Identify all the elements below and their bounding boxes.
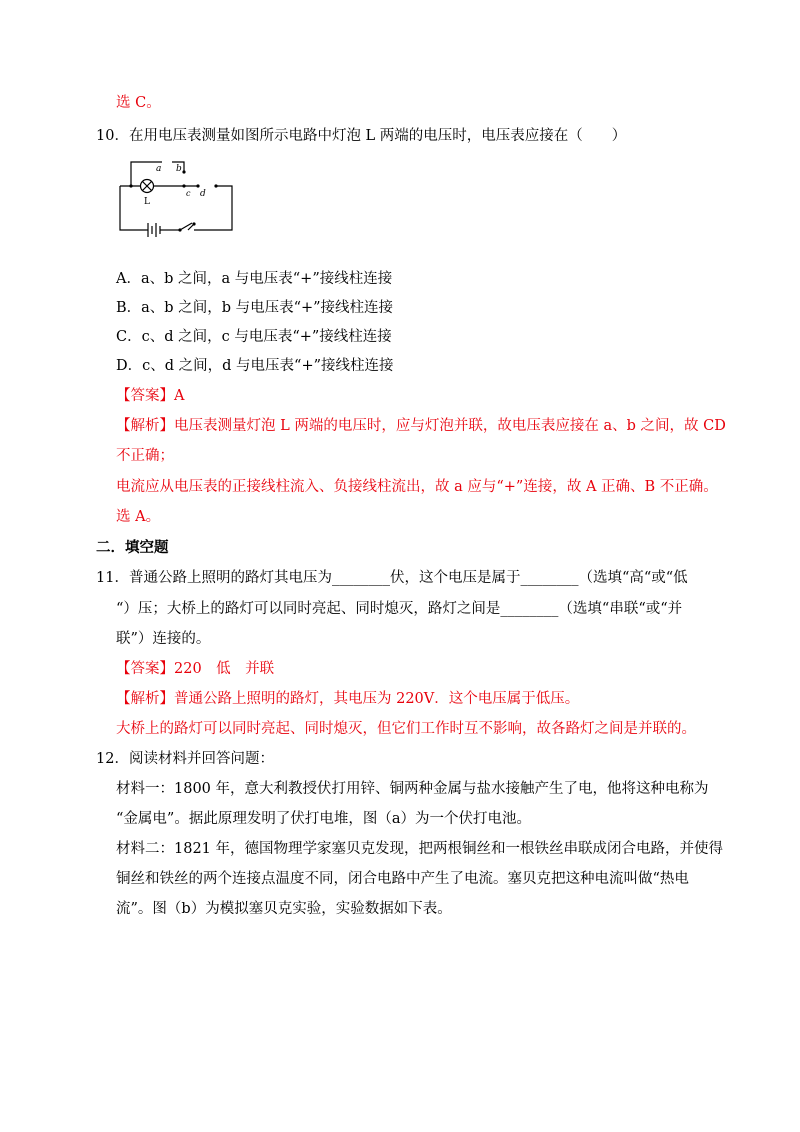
label-b: b xyxy=(176,164,182,174)
q11-stem-3: 联”）连接的。 xyxy=(116,631,211,647)
q12-material-4: 铜丝和铁丝的两个连接点温度不同，闭合电路中产生了电流。塞贝克把这种电流叫做“热电 xyxy=(116,871,689,887)
q10-analysis-1: 【解析】电压表测量灯泡 L 两端的电压时，应与灯泡并联，故电压表应接在 a、b 之间，故 CD xyxy=(116,418,726,434)
q11-stem-1: 11．普通公路上照明的路灯其电压为________伏，这个电压是属于________（选填“高“或“低 xyxy=(96,570,688,586)
label-d: d xyxy=(200,189,206,199)
q12-material-1: 材料一：1800 年，意大利教授伏打用锌、铜两种金属与盐水接触产生了电，他将这种电称为 xyxy=(116,781,709,797)
q10-analysis-2: 不正确； xyxy=(116,448,174,464)
label-a: a xyxy=(156,164,162,174)
label-L: L xyxy=(144,197,150,207)
q10-stem: 10．在用电压表测量如图所示电路中灯泡 L 两端的电压时，电压表应接在（ ） xyxy=(96,128,627,144)
q10-analysis-4: 选 A。 xyxy=(116,509,161,525)
q11-stem-2: “）压；大桥上的路灯可以同时亮起、同时熄灭，路灯之间是________（选填“串联“或“并 xyxy=(116,601,683,617)
q12-material-5: 流”。图（b）为模拟塞贝克实验，实验数据如下表。 xyxy=(116,901,452,917)
q10-answer: 【答案】A xyxy=(116,388,185,404)
q10-option-b: B．a、b 之间，b 与电压表“+”接线柱连接 xyxy=(116,300,394,316)
q12-material-3: 材料二：1821 年，德国物理学家塞贝克发现，把两根铜丝和一根铁丝串联成闭合电路，并使得 xyxy=(116,841,724,857)
prev-answer-tail: 选 C。 xyxy=(116,95,161,111)
q10-option-a: A．a、b 之间，a 与电压表“+”接线柱连接 xyxy=(116,271,393,287)
q10-analysis-3: 电流应从电压表的正接线柱流入、负接线柱流出，故 a 应与“+”连接，故 A 正确、B 不正确。 xyxy=(116,479,718,495)
q12-stem: 12．阅读材料并回答问题： xyxy=(96,751,274,767)
q11-analysis-2: 大桥上的路灯可以同时亮起、同时熄灭，但它们工作时互不影响，故各路灯之间是并联的。 xyxy=(116,721,696,737)
q11-analysis-1: 【解析】普通公路上照明的路灯，其电压为 220V．这个电压属于低压。 xyxy=(116,691,580,707)
q12-material-2: “金属电”。据此原理发明了伏打电堆，图（a）为一个伏打电池。 xyxy=(116,811,531,827)
circuit-diagram xyxy=(112,158,242,242)
label-c: c xyxy=(186,189,191,198)
q10-option-d: D．c、d 之间，d 与电压表“+”接线柱连接 xyxy=(116,358,394,374)
q11-answer: 【答案】220 低 并联 xyxy=(116,661,275,677)
q10-option-c: C．c、d 之间，c 与电压表“+”接线柱连接 xyxy=(116,329,392,345)
section-title: 二．填空题 xyxy=(96,539,169,556)
